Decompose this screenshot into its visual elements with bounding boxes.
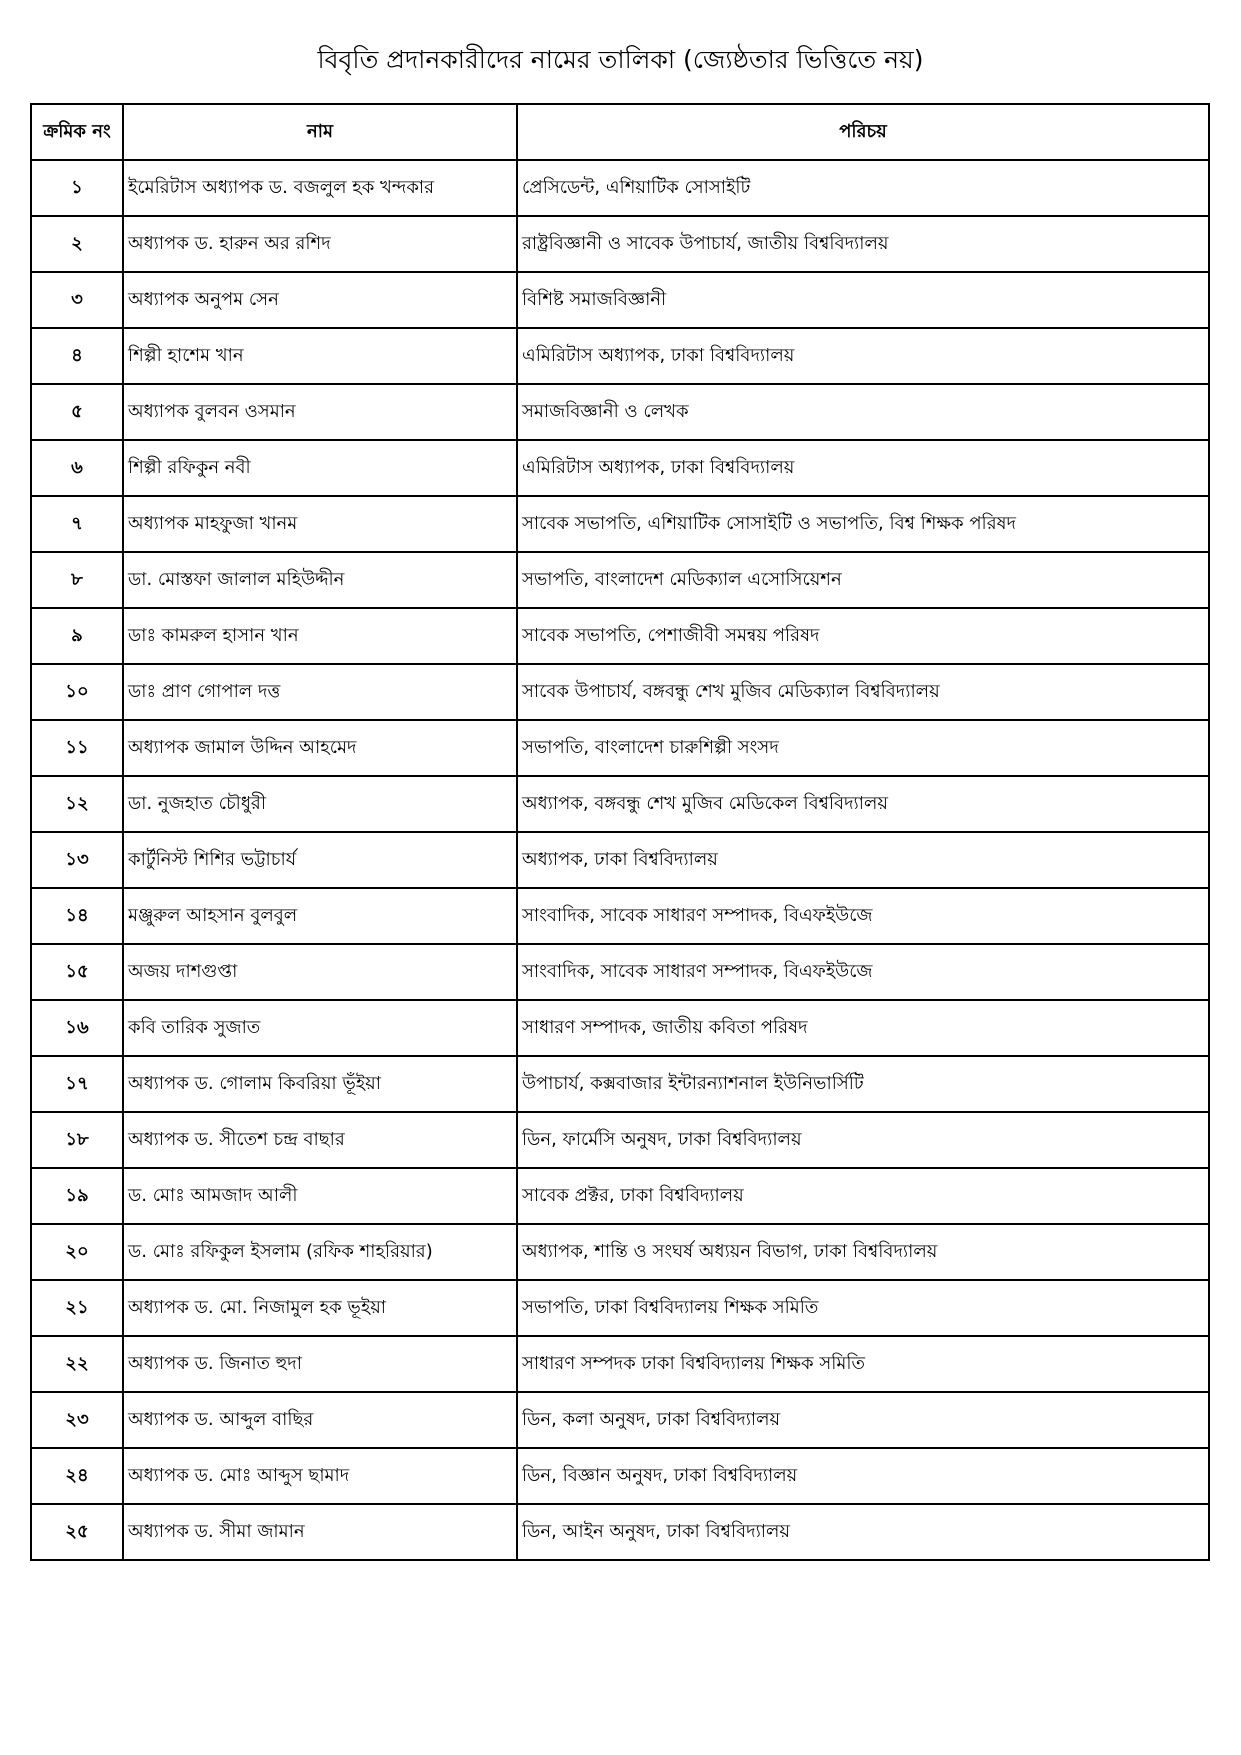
name-cell: অধ্যাপক বুলবন ওসমান: [123, 384, 517, 440]
intro-cell: ডিন, আইন অনুষদ, ঢাকা বিশ্ববিদ্যালয়: [517, 1504, 1209, 1560]
serial-cell: ৫: [31, 384, 123, 440]
serial-cell: ১৭: [31, 1056, 123, 1112]
intro-cell: সাবেক প্রক্টর, ঢাকা বিশ্ববিদ্যালয়: [517, 1168, 1209, 1224]
serial-cell: ১৪: [31, 888, 123, 944]
serial-cell: ৭: [31, 496, 123, 552]
serial-cell: ১০: [31, 664, 123, 720]
table-row: [31, 608, 1209, 664]
name-cell: মঞ্জুরুল আহসান বুলবুল: [123, 888, 517, 944]
table-row: [31, 1336, 1209, 1392]
serial-cell: ১৫: [31, 944, 123, 1000]
intro-cell: সাবেক সভাপতি, এশিয়াটিক সোসাইটি ও সভাপতি, বিশ্ব শিক্ষক পরিষদ: [517, 496, 1209, 552]
serial-cell: ৩: [31, 272, 123, 328]
name-cell: অধ্যাপক ড. হারুন অর রশিদ: [123, 216, 517, 272]
table-row: [31, 160, 1209, 216]
intro-cell: অধ্যাপক, বঙ্গবন্ধু শেখ মুজিব মেডিকেল বিশ্ববিদ্যালয়: [517, 776, 1209, 832]
serial-cell: ১৯: [31, 1168, 123, 1224]
table-row: [31, 1112, 1209, 1168]
name-cell: অজয় দাশগুপ্তা: [123, 944, 517, 1000]
name-cell: অধ্যাপক ড. আব্দুল বাছির: [123, 1392, 517, 1448]
serial-cell: ১২: [31, 776, 123, 832]
intro-cell: প্রেসিডেন্ট, এশিয়াটিক সোসাইটি: [517, 160, 1209, 216]
name-cell: অধ্যাপক ড. মোঃ আব্দুস ছামাদ: [123, 1448, 517, 1504]
serial-cell: ২৩: [31, 1392, 123, 1448]
intro-cell: ডিন, বিজ্ঞান অনুষদ, ঢাকা বিশ্ববিদ্যালয়: [517, 1448, 1209, 1504]
intro-cell: অধ্যাপক, শান্তি ও সংঘর্ষ অধ্যয়ন বিভাগ, ঢাকা বিশ্ববিদ্যালয়: [517, 1224, 1209, 1280]
name-cell: অধ্যাপক ড. সীতেশ চন্দ্র বাছার: [123, 1112, 517, 1168]
table-row: [31, 216, 1209, 272]
intro-cell: ডিন, ফার্মেসি অনুষদ, ঢাকা বিশ্ববিদ্যালয়: [517, 1112, 1209, 1168]
table-row: [31, 664, 1209, 720]
intro-cell: এমিরিটাস অধ্যাপক, ঢাকা বিশ্ববিদ্যালয়: [517, 328, 1209, 384]
table-row: [31, 944, 1209, 1000]
serial-cell: ১৮: [31, 1112, 123, 1168]
table-header-row: [31, 104, 1209, 160]
table-row: [31, 1448, 1209, 1504]
serial-cell: ২৫: [31, 1504, 123, 1560]
intro-cell: সাবেক উপাচার্য, বঙ্গবন্ধু শেখ মুজিব মেডিক্যাল বিশ্ববিদ্যালয়: [517, 664, 1209, 720]
name-cell: শিল্পী রফিকুন নবী: [123, 440, 517, 496]
serial-cell: ৬: [31, 440, 123, 496]
serial-cell: ২১: [31, 1280, 123, 1336]
page-title: বিবৃতি প্রদানকারীদের নামের তালিকা (জ্যেষ্ঠতার ভিত্তিতে নয়): [317, 45, 924, 74]
intro-cell: সভাপতি, বাংলাদেশ মেডিক্যাল এসোসিয়েশন: [517, 552, 1209, 608]
name-cell: ড. মোঃ আমজাদ আলী: [123, 1168, 517, 1224]
table-row: [31, 496, 1209, 552]
table-row: [31, 776, 1209, 832]
table-row: [31, 384, 1209, 440]
name-cell: অধ্যাপক মাহফুজা খানম: [123, 496, 517, 552]
table-row: [31, 1000, 1209, 1056]
intro-cell: অধ্যাপক, ঢাকা বিশ্ববিদ্যালয়: [517, 832, 1209, 888]
intro-cell: এমিরিটাস অধ্যাপক, ঢাকা বিশ্ববিদ্যালয়: [517, 440, 1209, 496]
intro-cell: সাংবাদিক, সাবেক সাধারণ সম্পাদক, বিএফইউজে: [517, 944, 1209, 1000]
serial-cell: ১৩: [31, 832, 123, 888]
serial-cell: ২৪: [31, 1448, 123, 1504]
table-row: [31, 1504, 1209, 1560]
header-serial: ক্রমিক নং: [31, 104, 123, 160]
serial-cell: ১৬: [31, 1000, 123, 1056]
table-row: [31, 720, 1209, 776]
table-row: [31, 832, 1209, 888]
name-cell: অধ্যাপক ড. মো. নিজামুল হক ভূইয়া: [123, 1280, 517, 1336]
name-cell: ডাঃ প্রাণ গোপাল দত্ত: [123, 664, 517, 720]
table-row: [31, 1280, 1209, 1336]
intro-cell: সভাপতি, বাংলাদেশ চারুশিল্পী সংসদ: [517, 720, 1209, 776]
intro-cell: সাংবাদিক, সাবেক সাধারণ সম্পাদক, বিএফইউজে: [517, 888, 1209, 944]
serial-cell: ২০: [31, 1224, 123, 1280]
intro-cell: ডিন, কলা অনুষদ, ঢাকা বিশ্ববিদ্যালয়: [517, 1392, 1209, 1448]
serial-cell: ৮: [31, 552, 123, 608]
name-cell: অধ্যাপক ড. গোলাম কিবরিয়া ভূঁইয়া: [123, 1056, 517, 1112]
header-name: নাম: [123, 104, 517, 160]
serial-cell: ২: [31, 216, 123, 272]
table-row: [31, 888, 1209, 944]
intro-cell: বিশিষ্ট সমাজবিজ্ঞানী: [517, 272, 1209, 328]
intro-cell: সাবেক সভাপতি, পেশাজীবী সমন্বয় পরিষদ: [517, 608, 1209, 664]
intro-cell: উপাচার্য, কক্সবাজার ইন্টারন্যাশনাল ইউনিভার্সিটি: [517, 1056, 1209, 1112]
table-row: [31, 440, 1209, 496]
serial-cell: ২২: [31, 1336, 123, 1392]
table-row: [31, 1168, 1209, 1224]
serial-cell: ১১: [31, 720, 123, 776]
intro-cell: রাষ্ট্রবিজ্ঞানী ও সাবেক উপাচার্য, জাতীয় বিশ্ববিদ্যালয়: [517, 216, 1209, 272]
intro-cell: সমাজবিজ্ঞানী ও লেখক: [517, 384, 1209, 440]
name-cell: কবি তারিক সুজাত: [123, 1000, 517, 1056]
table-body: [31, 160, 1209, 1560]
name-cell: অধ্যাপক ড. সীমা জামান: [123, 1504, 517, 1560]
table-row: [31, 328, 1209, 384]
serial-cell: ১: [31, 160, 123, 216]
name-cell: ইমেরিটাস অধ্যাপক ড. বজলুল হক খন্দকার: [123, 160, 517, 216]
serial-cell: ৪: [31, 328, 123, 384]
table-row: [31, 272, 1209, 328]
table-row: [31, 1224, 1209, 1280]
name-cell: ডা. নুজহাত চৌধুরী: [123, 776, 517, 832]
name-cell: ড. মোঃ রফিকুল ইসলাম (রফিক শাহরিয়ার): [123, 1224, 517, 1280]
name-cell: অধ্যাপক জামাল উদ্দিন আহমেদ: [123, 720, 517, 776]
serial-cell: ৯: [31, 608, 123, 664]
table-row: [31, 552, 1209, 608]
name-cell: অধ্যাপক ড. জিনাত হুদা: [123, 1336, 517, 1392]
header-intro: পরিচয়: [517, 104, 1209, 160]
intro-cell: সভাপতি, ঢাকা বিশ্ববিদ্যালয় শিক্ষক সমিতি: [517, 1280, 1209, 1336]
name-cell: শিল্পী হাশেম খান: [123, 328, 517, 384]
name-cell: অধ্যাপক অনুপম সেন: [123, 272, 517, 328]
name-cell: ডা. মোস্তফা জালাল মহিউদ্দীন: [123, 552, 517, 608]
table-row: [31, 1056, 1209, 1112]
intro-cell: সাধারণ সম্পাদক, জাতীয় কবিতা পরিষদ: [517, 1000, 1209, 1056]
table-row: [31, 1392, 1209, 1448]
signatories-table: [30, 103, 1210, 1561]
name-cell: কার্টুনিস্ট শিশির ভট্টাচার্য: [123, 832, 517, 888]
name-cell: ডাঃ কামরুল হাসান খান: [123, 608, 517, 664]
intro-cell: সাধারণ সম্পদক ঢাকা বিশ্ববিদ্যালয় শিক্ষক সমিতি: [517, 1336, 1209, 1392]
